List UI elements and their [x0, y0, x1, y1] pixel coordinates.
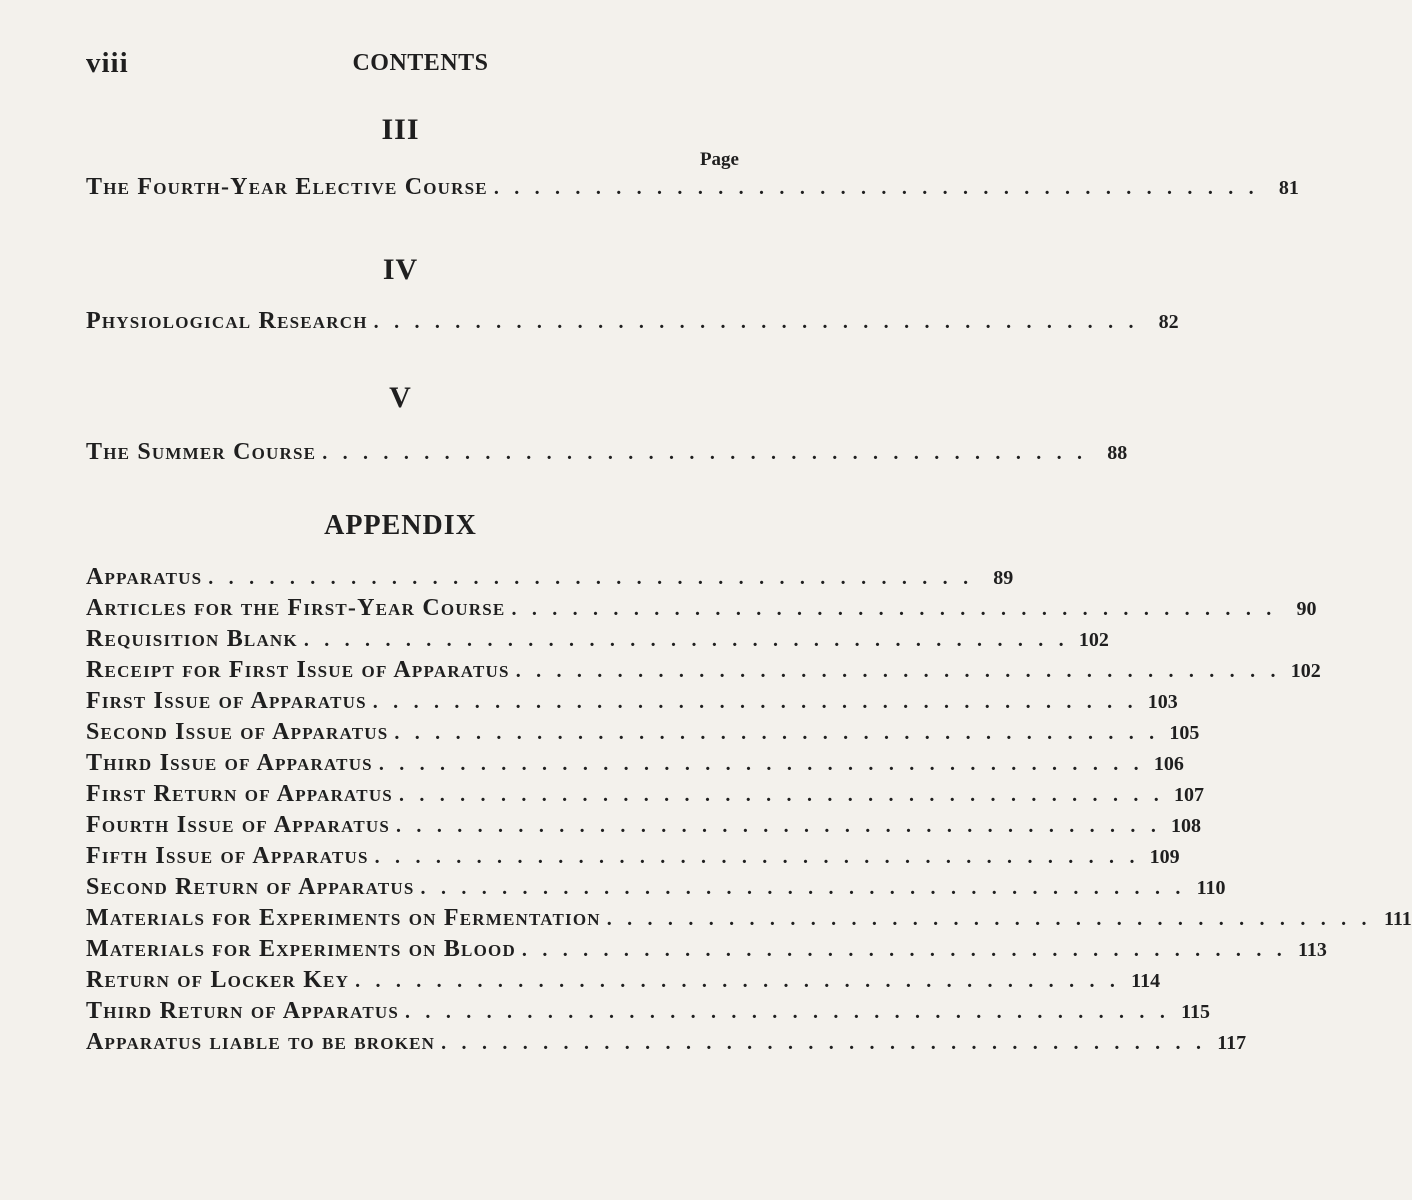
toc-entry[interactable]: [86, 810, 1202, 840]
toc-entry-title: Fourth Issue of Apparatus: [86, 812, 391, 838]
toc-entry-page: 108: [1171, 815, 1202, 837]
toc-entry-page: 114: [1131, 970, 1161, 992]
dot-leader: . . . . . . . . . . . . . . . . . . . . . . . . . . . . . . . . . . . . . .: [515, 660, 1281, 682]
dot-leader: . . . . . . . . . . . . . . . . . . . . . . . . . . . . . . . . . . . . . .: [322, 442, 1088, 464]
toc-entry-title: Requisition Blank: [86, 626, 298, 652]
section-heading-iv: IV: [382, 253, 419, 286]
toc-entry-title: Materials for Experiments on Blood: [86, 936, 516, 962]
toc-entry[interactable]: [86, 872, 1226, 902]
dot-leader: . . . . . . . . . . . . . . . . . . . . . . . . . . . . . . . . . . . . . .: [511, 598, 1277, 620]
toc-entry[interactable]: [86, 779, 1204, 809]
toc-entry-page: 102: [1078, 629, 1109, 651]
running-title: CONTENTS: [352, 50, 489, 76]
toc-entry-title: Apparatus: [86, 564, 203, 590]
page-column-label: Page: [699, 149, 739, 170]
toc-entry-page: 105: [1169, 722, 1200, 744]
toc-entry[interactable]: [86, 624, 1109, 654]
section-heading-iii: III: [381, 113, 420, 146]
toc-entry[interactable]: [86, 841, 1180, 871]
toc-entry-title: Fifth Issue of Apparatus: [86, 843, 369, 869]
toc-entry-page: 109: [1149, 846, 1180, 868]
dot-leader: . . . . . . . . . . . . . . . . . . . . . . . . . . . . . . . . . . . . . .: [303, 629, 1069, 651]
toc-entry-title: Apparatus liable to be broken: [86, 1029, 436, 1055]
toc-entry-title: Receipt for First Issue of Apparatus: [86, 657, 510, 683]
toc-entry[interactable]: [86, 934, 1327, 964]
toc-entry-title: Third Issue of Apparatus: [86, 750, 373, 776]
toc-entry-page: 82: [1158, 311, 1179, 333]
dot-leader: . . . . . . . . . . . . . . . . . . . . . . . . . . . . . . . . . . . . . .: [606, 908, 1372, 930]
dot-leader: . . . . . . . . . . . . . . . . . . . . . . . . . . . . . . . . . . . . . .: [355, 970, 1121, 992]
toc-entry-page: 110: [1196, 877, 1226, 899]
toc-entry[interactable]: [86, 306, 1179, 336]
dot-leader: . . . . . . . . . . . . . . . . . . . . . . . . . . . . . . . . . . . . . .: [378, 753, 1144, 775]
toc-entry-title: First Issue of Apparatus: [86, 688, 367, 714]
toc-entry-page: 103: [1147, 691, 1178, 713]
toc-entry-page: 88: [1107, 442, 1128, 464]
appendix-heading: APPENDIX: [324, 510, 477, 541]
toc-entry-title: Second Return of Apparatus: [86, 874, 415, 900]
toc-entry[interactable]: [86, 686, 1178, 716]
toc-entry-title: Physiological Research: [86, 308, 368, 334]
toc-entry[interactable]: [86, 1027, 1247, 1057]
running-head: [86, 46, 715, 80]
toc-entry[interactable]: [86, 562, 1014, 592]
toc-entry-page: 111: [1383, 908, 1412, 930]
page-number: viii: [86, 47, 129, 79]
toc-entry[interactable]: [86, 996, 1211, 1026]
toc-entry-page: 117: [1217, 1032, 1247, 1054]
dot-leader: . . . . . . . . . . . . . . . . . . . . . . . . . . . . . . . . . . . . . .: [396, 815, 1162, 837]
dot-leader: . . . . . . . . . . . . . . . . . . . . . . . . . . . . . . . . . . . . . .: [441, 1032, 1207, 1054]
dot-leader: . . . . . . . . . . . . . . . . . . . . . . . . . . . . . . . . . . . . . .: [493, 177, 1259, 199]
section-heading-v: V: [389, 381, 412, 414]
toc-entry-page: 90: [1296, 598, 1317, 620]
toc-entry-page: 89: [993, 567, 1014, 589]
toc-entry[interactable]: [86, 717, 1200, 747]
dot-leader: . . . . . . . . . . . . . . . . . . . . . . . . . . . . . . . . . . . . . .: [394, 722, 1160, 744]
toc-entry-title: First Return of Apparatus: [86, 781, 393, 807]
toc-entry[interactable]: [86, 437, 1128, 467]
toc-entry-title: Return of Locker Key: [86, 967, 350, 993]
toc-entry-page: 106: [1153, 753, 1184, 775]
dot-leader: . . . . . . . . . . . . . . . . . . . . . . . . . . . . . . . . . . . . . .: [420, 877, 1186, 899]
toc-entry-title: Second Issue of Apparatus: [86, 719, 389, 745]
toc-entry[interactable]: [86, 593, 1317, 623]
toc-entry-page: 81: [1278, 177, 1299, 199]
toc-entry[interactable]: [86, 903, 1412, 933]
dot-leader: . . . . . . . . . . . . . . . . . . . . . . . . . . . . . . . . . . . . . .: [398, 784, 1164, 806]
toc-entry-page: 102: [1290, 660, 1321, 682]
dot-leader: . . . . . . . . . . . . . . . . . . . . . . . . . . . . . . . . . . . . . .: [521, 939, 1287, 961]
toc-entry-title: Articles for the First-Year Course: [86, 595, 506, 621]
dot-leader: . . . . . . . . . . . . . . . . . . . . . . . . . . . . . . . . . . . . . .: [405, 1001, 1171, 1023]
toc-entry-title: The Fourth-Year Elective Course: [86, 174, 488, 200]
toc-entry-page: 113: [1298, 939, 1327, 961]
toc-entry-page: 107: [1173, 784, 1204, 806]
toc-entry-page: 115: [1181, 1001, 1211, 1023]
toc-entry[interactable]: [86, 748, 1184, 778]
toc-entry[interactable]: [86, 655, 1321, 685]
dot-leader: . . . . . . . . . . . . . . . . . . . . . . . . . . . . . . . . . . . . . .: [374, 846, 1140, 868]
dot-leader: . . . . . . . . . . . . . . . . . . . . . . . . . . . . . . . . . . . . . .: [372, 691, 1138, 713]
dot-leader: . . . . . . . . . . . . . . . . . . . . . . . . . . . . . . . . . . . . . .: [373, 311, 1139, 333]
dot-leader: . . . . . . . . . . . . . . . . . . . . . . . . . . . . . . . . . . . . . .: [208, 567, 974, 589]
toc-entry-title: Materials for Experiments on Fermentation: [86, 905, 601, 931]
toc-entry[interactable]: [86, 172, 1299, 202]
toc-entry[interactable]: [86, 965, 1161, 995]
toc-entry-title: Third Return of Apparatus: [86, 998, 400, 1024]
toc-entry-title: The Summer Course: [86, 439, 317, 465]
